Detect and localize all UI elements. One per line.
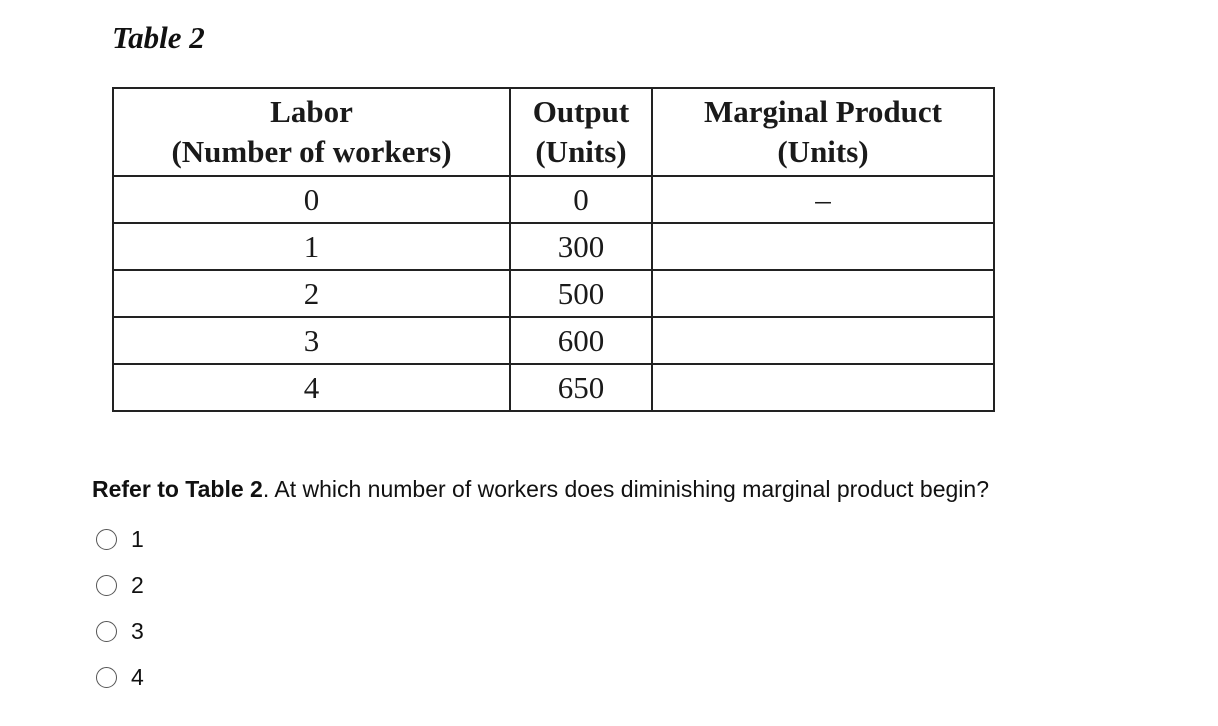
answer-options	[96, 516, 144, 700]
cell-labor: 1	[113, 223, 510, 270]
radio-button-icon[interactable]	[96, 621, 117, 642]
header-labor	[113, 88, 510, 176]
cell-output: 650	[510, 364, 652, 411]
cell-labor: 4	[113, 364, 510, 411]
header-marginal-product	[652, 88, 994, 176]
answer-option-label[interactable]: 4	[131, 663, 144, 690]
answer-option-label[interactable]: 2	[131, 571, 144, 598]
table-row	[113, 364, 994, 411]
header-labor-line1: Labor	[270, 94, 353, 129]
answer-option-3[interactable]	[96, 608, 144, 654]
cell-output: 500	[510, 270, 652, 317]
table-header-row	[113, 88, 994, 176]
question-table-reference: Refer to Table 2	[92, 476, 263, 502]
cell-marginal: –	[652, 176, 994, 223]
table-title: Table 2	[112, 20, 205, 55]
radio-button-icon[interactable]	[96, 667, 117, 688]
answer-option-1[interactable]	[96, 516, 144, 562]
cell-labor: 0	[113, 176, 510, 223]
radio-button-icon[interactable]	[96, 575, 117, 596]
answer-option-label[interactable]: 1	[131, 525, 144, 552]
answer-option-4[interactable]	[96, 654, 144, 700]
header-output-line2: (Units)	[535, 134, 627, 169]
cell-labor: 3	[113, 317, 510, 364]
question-text	[92, 474, 989, 504]
header-labor-line2: (Number of workers)	[171, 134, 452, 169]
table-row	[113, 270, 994, 317]
header-marginal-line1: Marginal Product	[704, 94, 942, 129]
cell-output: 300	[510, 223, 652, 270]
cell-output: 600	[510, 317, 652, 364]
radio-button-icon[interactable]	[96, 529, 117, 550]
production-table	[112, 87, 995, 412]
cell-marginal	[652, 364, 994, 411]
cell-labor: 2	[113, 270, 510, 317]
cell-output: 0	[510, 176, 652, 223]
table-row	[113, 176, 994, 223]
question-body: . At which number of workers does diminishing marginal product begin?	[262, 476, 989, 502]
header-output	[510, 88, 652, 176]
cell-marginal	[652, 270, 994, 317]
cell-marginal	[652, 223, 994, 270]
cell-marginal	[652, 317, 994, 364]
answer-option-2[interactable]	[96, 562, 144, 608]
table-row	[113, 317, 994, 364]
header-marginal-line2: (Units)	[777, 134, 869, 169]
header-output-line1: Output	[532, 94, 630, 129]
table-row	[113, 223, 994, 270]
answer-option-label[interactable]: 3	[131, 617, 144, 644]
